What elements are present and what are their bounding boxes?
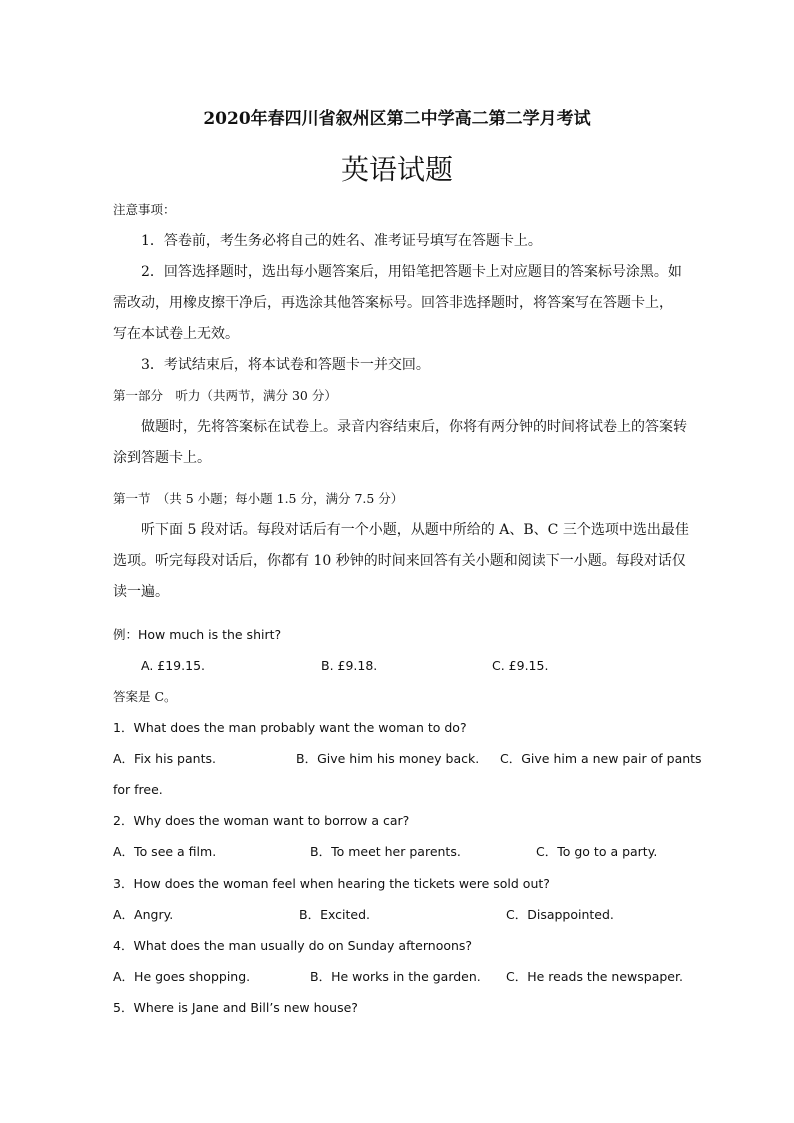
example-option-b: B. £9.18. — [321, 658, 378, 673]
question-1-option-c-cont: for free. — [113, 782, 163, 797]
example-option-a: A. £19.15. — [141, 658, 205, 673]
question-1-option-a: A．Fix his pants. — [113, 751, 216, 766]
question-1-option-c: C．Give him a new pair of pants — [500, 751, 702, 766]
note-item-2-line-2: 需改动，用橡皮擦干净后，再选涂其他答案标号。回答非选择题时，将答案写在答题卡上， — [113, 295, 673, 311]
question-1-stem: 1．What does the man probably want the woman to do? — [113, 720, 467, 735]
question-2-stem: 2．Why does the woman want to borrow a car? — [113, 813, 410, 828]
part1-intro-line-1: 做题时，先将答案标在试卷上。录音内容结束后，你将有两分钟的时间将试卷上的答案转 — [141, 419, 687, 435]
note-item-1: 1．答卷前，考生务必将自己的姓名、准考证号填写在答题卡上。 — [141, 233, 542, 249]
note-item-2-line-3: 写在本试卷上无效。 — [113, 326, 239, 342]
example-prompt: 例：How much is the shirt? — [113, 627, 282, 642]
question-4-option-a: A．He goes shopping. — [113, 969, 251, 984]
question-3-stem: 3．How does the woman feel when hearing the tickets were sold out? — [113, 876, 550, 891]
question-3-option-b: B．Excited. — [299, 907, 370, 922]
section1-intro-line-1: 听下面 5 段对话。每段对话后有一个小题，从题中所给的 A、B、C 三个选项中选出最佳 — [141, 522, 689, 538]
part1-intro-line-2: 涂到答题卡上。 — [113, 450, 211, 466]
section1-intro-line-3: 读一遍。 — [113, 584, 169, 600]
example-option-c: C. £9.15. — [492, 658, 549, 673]
subject-title: 英语试题 — [340, 153, 453, 186]
question-2-option-a: A．To see a film. — [113, 844, 217, 859]
section1-intro-line-2: 选项。听完每段对话后，你都有 10 秒钟的时间来回答有关小题和阅读下一小题。每段对话仅 — [113, 553, 686, 569]
part1-heading: 第一部分 听力（共两节，满分 30 分） — [113, 388, 337, 403]
question-4-option-c: C．He reads the newspaper. — [506, 969, 683, 984]
question-3-option-c: C．Disappointed. — [506, 907, 614, 922]
question-4-option-b: B．He works in the garden. — [310, 969, 481, 984]
note-item-3: 3．考试结束后，将本试卷和答题卡一并交回。 — [141, 357, 430, 373]
example-answer: 答案是 C。 — [113, 689, 177, 704]
question-4-stem: 4．What does the man usually do on Sunday afternoons? — [113, 938, 473, 953]
section1-heading: 第一节 （共 5 小题；每小题 1.5 分，满分 7.5 分） — [113, 491, 404, 506]
note-item-2-line-1: 2．回答选择题时，选出每小题答案后，用铅笔把答题卡上对应题目的答案标号涂黑。如 — [141, 264, 682, 280]
question-2-option-c: C．To go to a party. — [536, 844, 658, 859]
notes-heading: 注意事项： — [113, 202, 176, 217]
exam-title: 2020年春四川省叙州区第二中学高二第二学月考试 — [203, 109, 591, 129]
question-3-option-a: A．Angry. — [113, 907, 174, 922]
question-2-option-b: B．To meet her parents. — [310, 844, 461, 859]
question-5-stem: 5．Where is Jane and Bill’s new house? — [113, 1000, 358, 1015]
question-1-option-b: B．Give him his money back. — [296, 751, 480, 766]
